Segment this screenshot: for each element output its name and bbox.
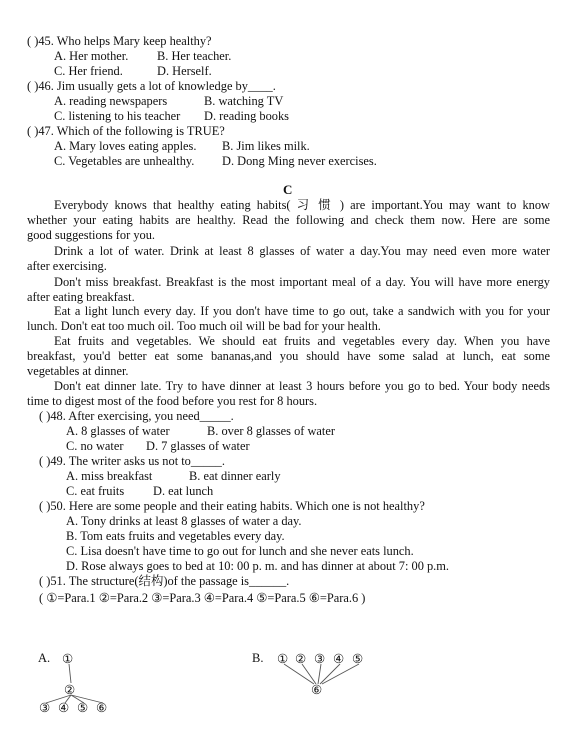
diagram-b-line-4 <box>320 664 340 684</box>
q50-option-d: D. Rose always goes to bed at 10: 00 p. m. and has dinner at about 7: 00 p.m. <box>66 559 450 573</box>
q47-option-d: D. Dong Ming never exercises. <box>222 154 377 168</box>
q45-option-a: A. Her mother. <box>54 49 129 63</box>
q47-option-b: B. Jim likes milk. <box>222 139 310 153</box>
q47-option-c: C. Vegetables are unhealthy. <box>54 154 195 168</box>
passage-p6-line1: Don't eat dinner late. Try to have dinner at least 3 hours before you go to bed. Your body needs <box>54 379 550 393</box>
diagram-b-node-1: ① <box>277 652 289 666</box>
passage-p4-line2: lunch. Don't eat too much oil. Too much oil will be bad for your health. <box>27 319 381 333</box>
passage-p4-line1: Eat a light lunch every day. If you don't have time to go out, take a sandwich with you for your <box>54 304 550 318</box>
q48-option-c: C. no water <box>66 439 124 453</box>
q46-stem: ( )46. Jim usually gets a lot of knowledge by____. <box>27 79 276 93</box>
diagram-b-label: B. <box>252 651 264 665</box>
q49-option-b: B. eat dinner early <box>189 469 281 483</box>
passage-p6-line2: time to digest most of the food before you rest for 8 hours. <box>27 394 318 408</box>
diagram-b-node-3: ③ <box>314 652 326 666</box>
q46-option-b: B. watching TV <box>204 94 284 108</box>
q51-stem: ( )51. The structure(结构)of the passage is______. <box>39 574 290 588</box>
passage-p5-line3: vegetables at dinner. <box>27 364 129 378</box>
q46-option-d: D. reading books <box>204 109 289 123</box>
q48-option-d: D. 7 glasses of water <box>146 439 250 453</box>
passage-p3-line1: Don't miss breakfast. Breakfast is the most important meal of a day. You will have more energy <box>54 275 550 289</box>
q47-stem: ( )47. Which of the following is TRUE? <box>27 124 225 138</box>
q50-stem: ( )50. Here are some people and their eating habits. Which one is not healthy? <box>39 499 425 513</box>
q48-stem: ( )48. After exercising, you need_____. <box>39 409 234 423</box>
q45-option-c: C. Her friend. <box>54 64 123 78</box>
q49-option-d: D. eat lunch <box>153 484 214 498</box>
diagram-a-middle-node: ② <box>64 683 76 697</box>
q46-option-c: C. listening to his teacher <box>54 109 181 123</box>
passage-p3-line2: after eating breakfast. <box>27 290 135 304</box>
passage-p2-line1: Drink a lot of water. Drink at least 8 glasses of water a day.You may need even more water <box>54 244 550 258</box>
passage-p5-line1: Eat fruits and vegetables. We should eat fruits and vegetables every day. When you have <box>54 334 550 348</box>
passage-p1-line1: Everybody knows that healthy eating habits( 习 惯 ) are important.You may want to know <box>54 198 550 212</box>
diagram-a-node-3: ③ <box>39 701 51 715</box>
diagram-b-line-5 <box>322 664 359 684</box>
q49-option-c: C. eat fruits <box>66 484 125 498</box>
q51-key: ( ①=Para.1 ②=Para.2 ③=Para.3 ④=Para.4 ⑤=Para.5 ⑥=Para.6 ) <box>39 591 366 605</box>
q48-option-b: B. over 8 glasses of water <box>207 424 336 438</box>
q50-option-c: C. Lisa doesn't have time to go out for lunch and she never eats lunch. <box>66 544 414 558</box>
q45-stem: ( )45. Who helps Mary keep healthy? <box>27 34 212 48</box>
diagram-a-node-6: ⑥ <box>96 701 108 715</box>
passage-p2-line2: after exercising. <box>27 259 107 273</box>
q47-option-a: A. Mary loves eating apples. <box>54 139 197 153</box>
q45-option-d: D. Herself. <box>157 64 212 78</box>
diagram-b-node-6: ⑥ <box>311 683 323 697</box>
q50-option-a: A. Tony drinks at least 8 glasses of water a day. <box>66 514 302 528</box>
diagram-b-node-4: ④ <box>333 652 345 666</box>
passage-p1-line2: whether your eating habits are healthy. Read the following and check them now. Here are some <box>27 213 550 227</box>
diagram-a-node-4: ④ <box>58 701 70 715</box>
diagram-a-label: A. <box>38 651 51 665</box>
q45-option-b: B. Her teacher. <box>157 49 232 63</box>
diagram-b-node-2: ② <box>295 652 307 666</box>
q49-option-a: A. miss breakfast <box>66 469 153 483</box>
diagram-b-line-3 <box>318 664 321 684</box>
section-title: C <box>283 182 293 197</box>
passage-p1-line3: good suggestions for you. <box>27 228 156 242</box>
q46-option-a: A. reading newspapers <box>54 94 168 108</box>
diagram-b-node-5: ⑤ <box>352 652 364 666</box>
diagram-a-top-node: ① <box>62 652 74 666</box>
passage-p5-line2: breakfast, you'd better eat some bananas,and you should have some salad at lunch, eat some <box>27 349 550 363</box>
diagram-a-node-5: ⑤ <box>77 701 89 715</box>
q48-option-a: A. 8 glasses of water <box>66 424 170 438</box>
q49-stem: ( )49. The writer asks us not to_____. <box>39 454 225 468</box>
q50-option-b: B. Tom eats fruits and vegetables every day. <box>66 529 285 543</box>
